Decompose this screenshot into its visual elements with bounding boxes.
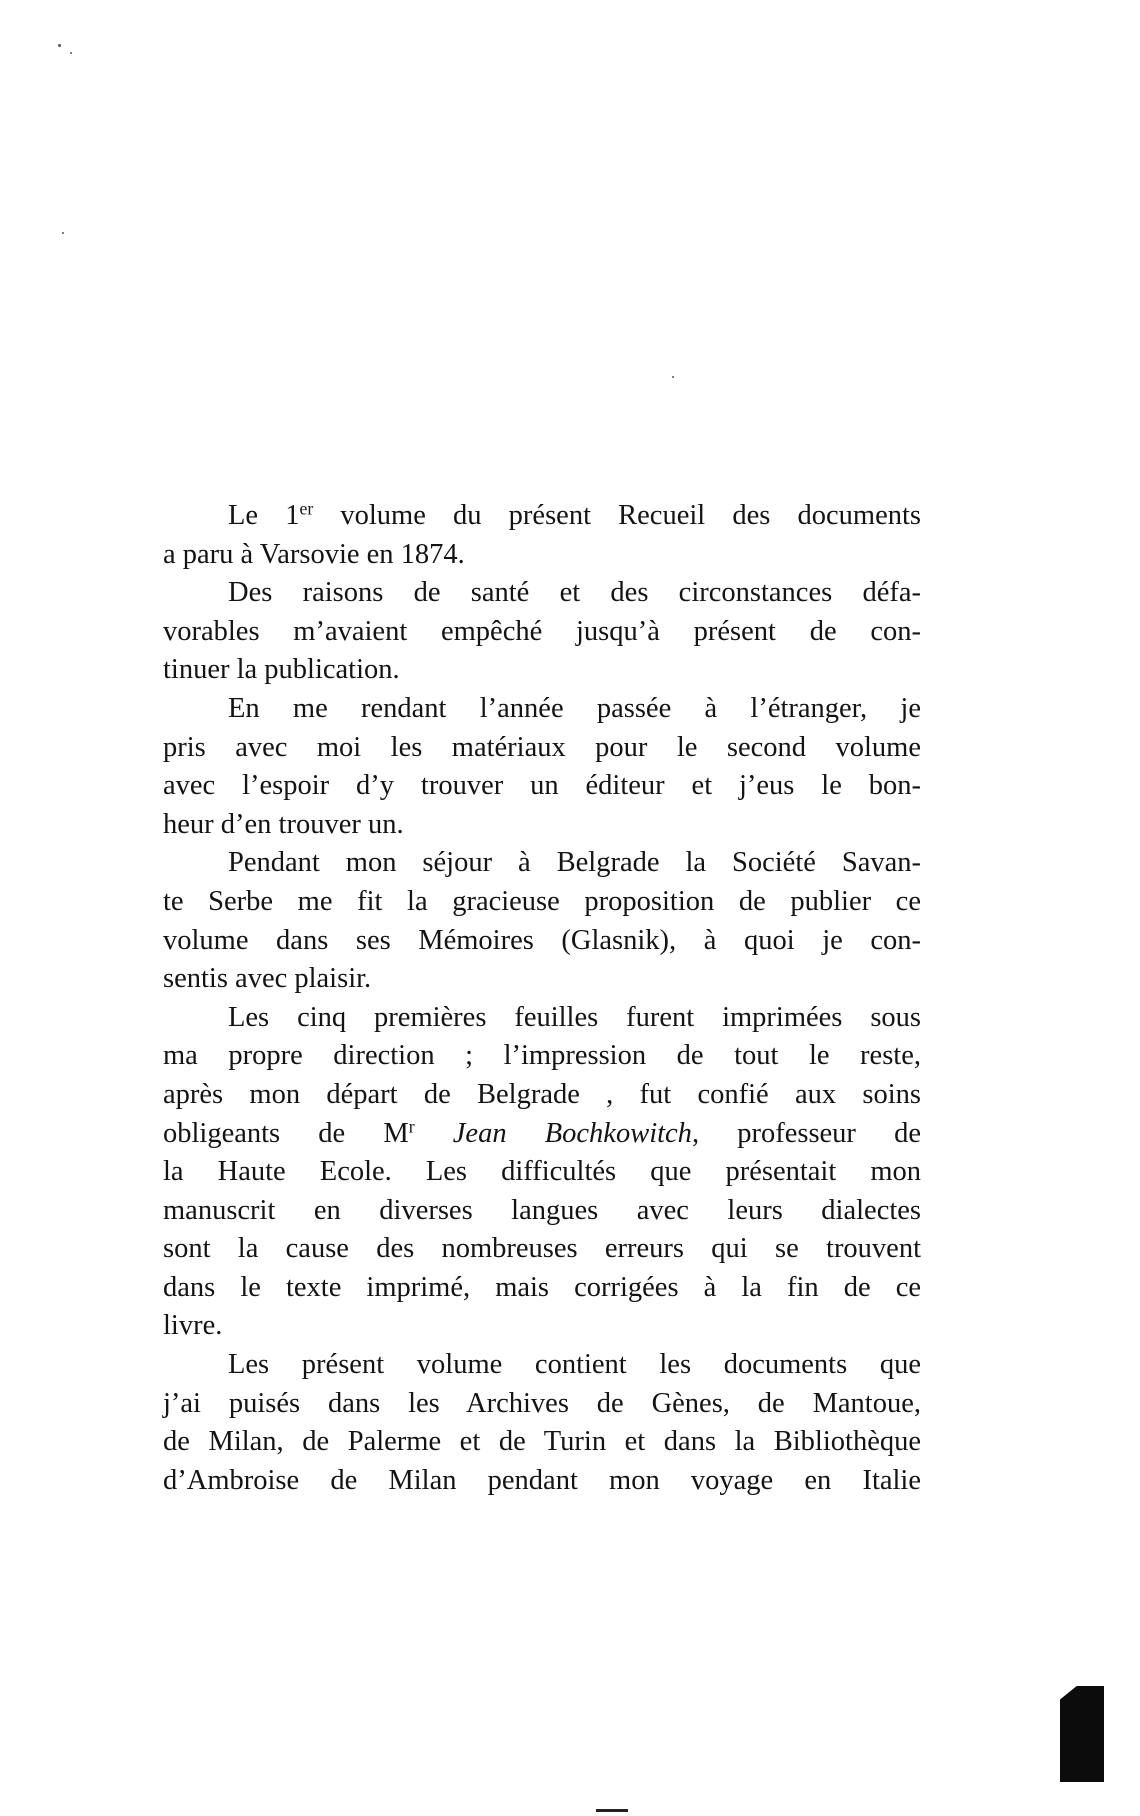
paragraph-3-line-1: En me rendant l’année passée à l’étranger, je (228, 692, 921, 724)
paragraph-2-line-1: Des raisons de santé et des circonstances défa- (228, 577, 921, 609)
superscript-er: er (299, 498, 314, 519)
scan-speck (58, 44, 61, 47)
paragraph-5-line-2: ma propre direction ; l’impression de tout le reste, (163, 1040, 921, 1072)
bottom-rule (596, 1809, 628, 1812)
line-text-end: volume du présent Recueil des documents (313, 500, 921, 531)
paragraph-4-line-3: volume dans ses Mémoires (Glasnik), à quoi je con- (163, 924, 921, 956)
paragraph-6-line-3: de Milan, de Palerme et de Turin et dans la Bibliothèque (163, 1426, 921, 1458)
line-text-end: , professeur de (691, 1117, 921, 1149)
italic-name: Jean Bochkowitch (414, 1117, 692, 1149)
paragraph-5-line-3: après mon départ de Belgrade , fut confié aux soins (163, 1078, 921, 1110)
paragraph-5-line-4 (163, 1115, 921, 1154)
paragraph-5-line-5: la Haute Ecole. Les difficultés que présentait mon (163, 1156, 921, 1188)
superscript-r: r (408, 1115, 415, 1136)
paragraph-3-line-4: heur d’en trouver un. (163, 808, 404, 840)
paragraph-5-line-6: manuscrit en diverses langues avec leurs dialectes (163, 1194, 921, 1226)
paragraph-5-line-9: livre. (163, 1310, 223, 1342)
page-edge-mark (1060, 1686, 1104, 1782)
paragraph-5-line-7: sont la cause des nombreuses erreurs qui se trouvent (163, 1233, 921, 1265)
paragraph-5-line-8: dans le texte imprimé, mais corrigées à la fin de ce (163, 1271, 921, 1303)
scan-speck (70, 52, 72, 54)
paragraph-4-line-1: Pendant mon séjour à Belgrade la Société Savan- (228, 847, 921, 879)
body-text (163, 497, 921, 1500)
line-text-start: Le 1 (228, 500, 300, 531)
paragraph-4-line-2: te Serbe me fit la gracieuse proposition de publier ce (163, 885, 921, 917)
paragraph-3-line-3: avec l’espoir d’y trouver un éditeur et j’eus le bon- (163, 770, 921, 802)
paragraph-2-line-2: vorables m’avaient empêché jusqu’à présent de con- (163, 615, 921, 647)
paragraph-6-line-4: d’Ambroise de Milan pendant mon voyage en Italie (163, 1464, 921, 1496)
scan-speck (62, 232, 64, 234)
paragraph-6-line-1: Les présent volume contient les documents que (228, 1349, 921, 1381)
paragraph-2-line-3: tinuer la publication. (163, 654, 400, 686)
paragraph-1-line-2: a paru à Varsovie en 1874. (163, 538, 465, 570)
paragraph-3-line-2: pris avec moi les matériaux pour le second volume (163, 731, 921, 763)
paragraph-1-line-1 (163, 497, 921, 536)
paragraph-6-line-2: j’ai puisés dans les Archives de Gènes, de Mantoue, (163, 1387, 921, 1419)
scan-speck (672, 376, 674, 378)
paragraph-4-line-4: sentis avec plaisir. (163, 963, 372, 995)
line-text-start: obligeants de M (163, 1117, 409, 1149)
paragraph-5-line-1: Les cinq premières feuilles furent imprimées sous (228, 1001, 921, 1033)
